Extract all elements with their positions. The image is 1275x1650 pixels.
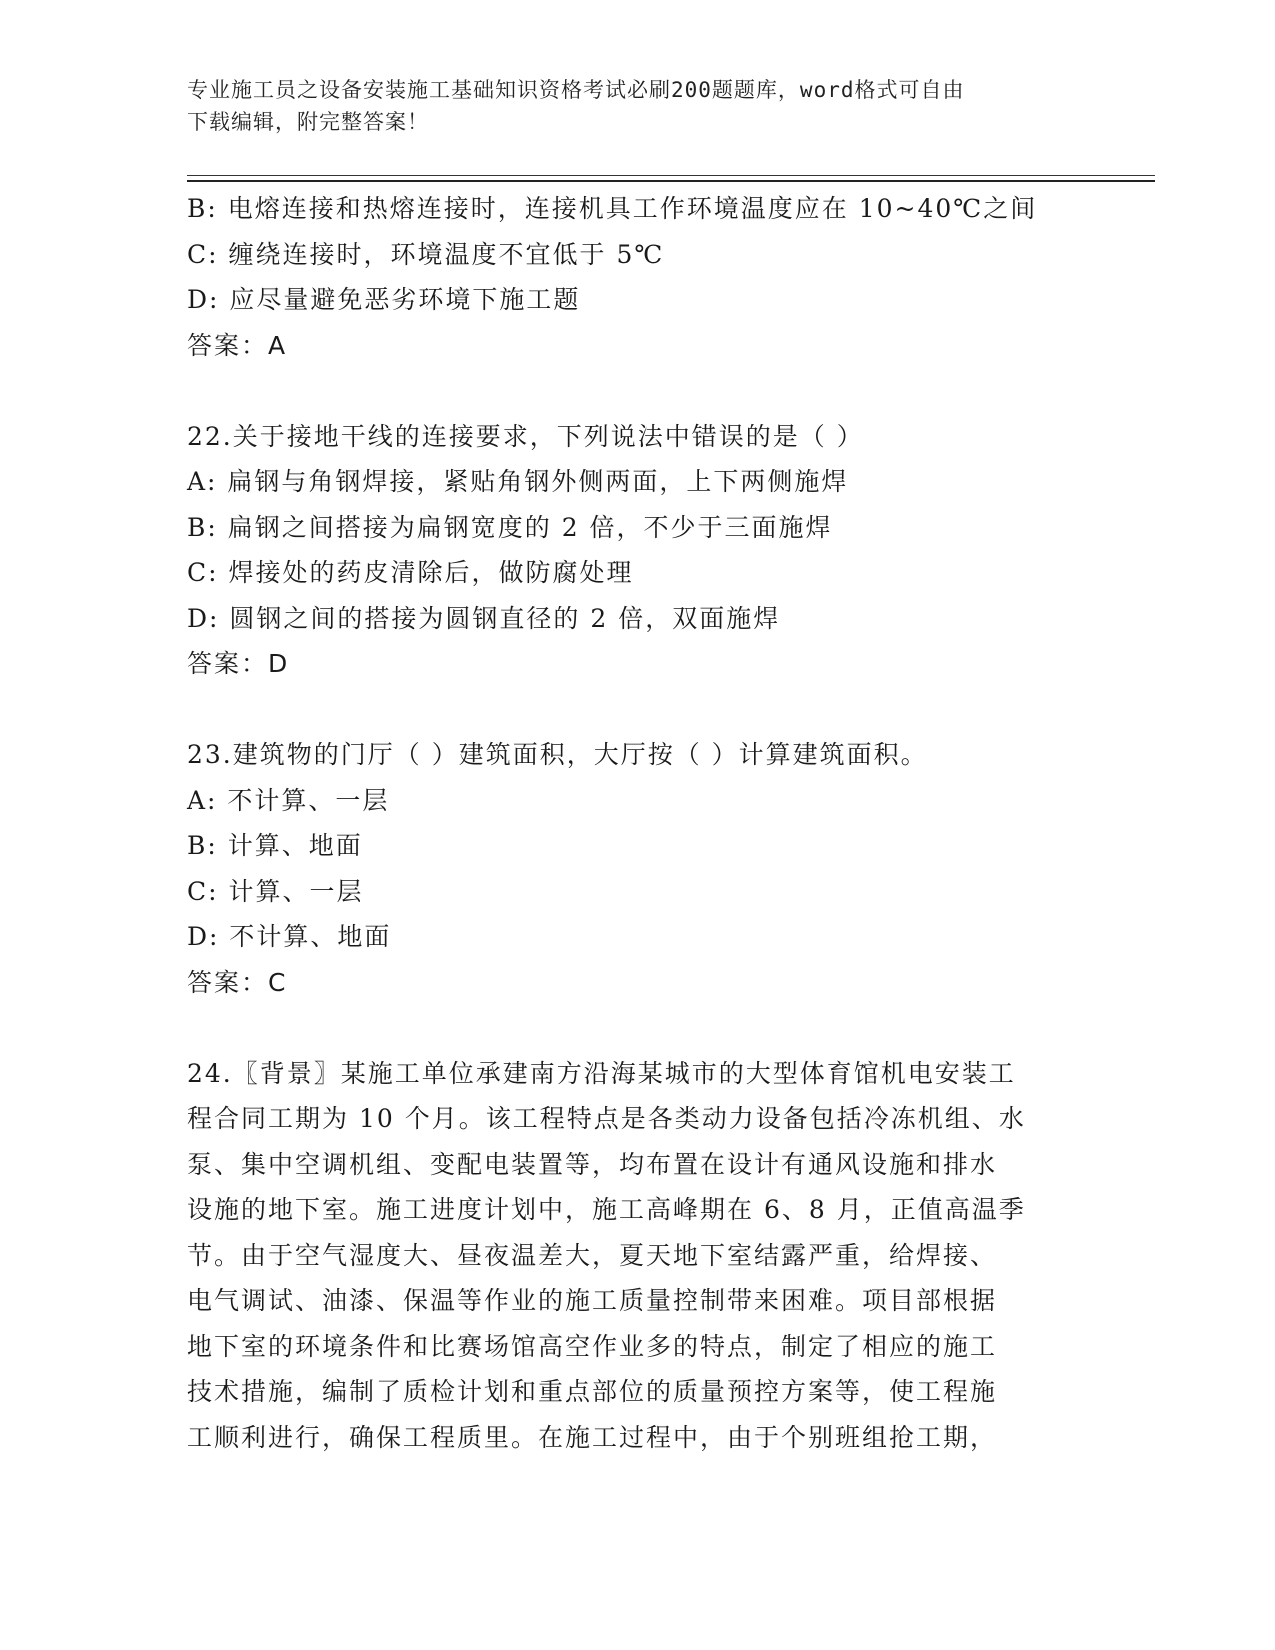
q24-text-line: 地下室的环境条件和比赛场馆高空作业多的特点，制定了相应的施工 <box>187 1331 998 1361</box>
header-title-line-2: 下载编辑，附完整答案！ <box>187 110 429 134</box>
question-21-block <box>187 186 1087 368</box>
q23-question: 23.建筑物的门厅（ ）建筑面积，大厅按（ ）计算建筑面积。 <box>187 740 928 769</box>
q22-option-c: C: 焊接处的药皮清除后，做防腐处理 <box>187 558 634 587</box>
document-content <box>187 186 1087 1460</box>
q24-text-line: 技术措施，编制了质检计划和重点部位的质量预控方案等，使工程施 <box>187 1377 998 1406</box>
q21-option-b: B: 电熔连接和热熔连接时，连接机具工作环境温度应在 10~40℃之间 <box>187 194 1038 223</box>
q22-option-b: B: 扁钢之间搭接为扁钢宽度的 2 倍，不少于三面施焊 <box>187 512 833 542</box>
q21-answer: 答案：A <box>187 330 288 360</box>
q24-text-line: 工顺利进行，确保工程质里。在施工过程中，由于个别班组抢工期， <box>187 1422 998 1452</box>
question-23-block <box>187 732 1087 1005</box>
header-divider-thick <box>187 180 1155 182</box>
q24-text-line: 24.〖背景〗某施工单位承建南方沿海某城市的大型体育馆机电安装工 <box>187 1058 1016 1088</box>
document-header <box>187 74 1067 138</box>
q24-text-line: 电气调试、油漆、保温等作业的施工质量控制带来困难。项目部根据 <box>187 1286 998 1315</box>
q23-option-c: C: 计算、一层 <box>187 876 364 906</box>
q23-answer: 答案：C <box>187 967 288 997</box>
q24-text-line: 设施的地下室。施工进度计划中，施工高峰期在 6、8 月，正值高温季 <box>187 1195 1026 1224</box>
question-24-block <box>187 1051 1087 1461</box>
q22-question: 22.关于接地干线的连接要求，下列说法中错误的是（ ） <box>187 421 864 451</box>
header-title-line-1: 专业施工员之设备安装施工基础知识资格考试必刷200题题库，word格式可自由 <box>187 78 965 102</box>
header-divider-thin <box>187 175 1155 176</box>
q22-answer: 答案：D <box>187 649 290 678</box>
q22-option-a: A: 扁钢与角钢焊接，紧贴角钢外侧两面，上下两侧施焊 <box>187 467 849 496</box>
q23-option-d: D: 不计算、地面 <box>187 922 392 951</box>
q23-option-a: A: 不计算、一层 <box>187 785 390 815</box>
spacer <box>187 368 1087 414</box>
q24-text-line: 节。由于空气湿度大、昼夜温差大，夏天地下室结露严重，给焊接、 <box>187 1240 998 1270</box>
q24-text-line: 程合同工期为 10 个月。该工程特点是各类动力设备包括冷冻机组、水 <box>187 1104 1026 1133</box>
q21-option-c: C: 缠绕连接时，环境温度不宜低于 5℃ <box>187 239 665 269</box>
spacer <box>187 1005 1087 1051</box>
q21-option-d: D: 应尽量避免恶劣环境下施工题 <box>187 285 581 314</box>
spacer <box>187 687 1087 733</box>
q23-option-b: B: 计算、地面 <box>187 831 363 860</box>
q22-option-d: D: 圆钢之间的搭接为圆钢直径的 2 倍，双面施焊 <box>187 603 781 633</box>
question-22-block <box>187 414 1087 687</box>
q24-text-line: 泵、集中空调机组、变配电装置等，均布置在设计有通风设施和排水 <box>187 1149 998 1179</box>
